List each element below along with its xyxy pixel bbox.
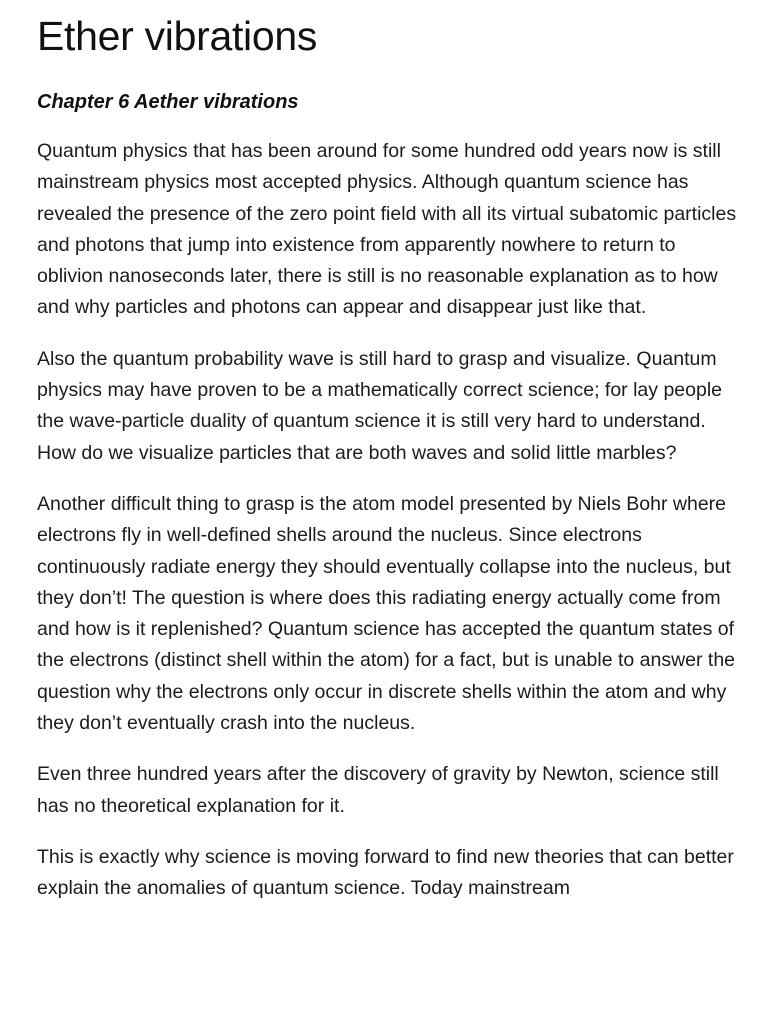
paragraph-4: Even three hundred years after the discovery of gravity by Newton, science still has no theoretical explanation for it.: [37, 763, 719, 817]
paragraph-3: Another difficult thing to grasp is the atom model presented by Niels Bohr where electrons fly in well-defined shells around the nucleus. Since electrons continuously radiate energy they should eventually collapse into the nucleus, but they don’t! The question is where does this radiating energy actually come from and how is it replenished? Quantum science has accepted the quantum states of the electrons (distinct shell within the atom) for a fact, but is unable to answer the question why the electrons only occur in discrete shells within the atom and why they don’t eventually crash into the nucleus.: [37, 492, 736, 735]
page-title: Ether vibrations: [37, 13, 318, 59]
chapter-heading: Chapter 6 Aether vibrations: [37, 91, 299, 113]
paragraph-1: Quantum physics that has been around for some hundred odd years now is still mainstream physics most accepted physics. Although quantum science has revealed the presence of the zero point field with all its virtual subatomic particles and photons that jump into existence from apparently nowhere to return to oblivion nanoseconds later, there is still is no reasonable explanation as to how and why particles and photons can appear and disappear just like that.: [37, 140, 737, 319]
article: [37, 0, 737, 905]
paragraph-2: Also the quantum probability wave is still hard to grasp and visualize. Quantum physics may have proven to be a mathematically correct science; for lay people the wave-particle duality of quantum science it is still very hard to understand. How do we visualize particles that are both waves and solid little marbles?: [37, 347, 722, 464]
paragraph-5: This is exactly why science is moving forward to find new theories that can better explain the anomalies of quantum science. Today mainstream: [37, 845, 734, 900]
